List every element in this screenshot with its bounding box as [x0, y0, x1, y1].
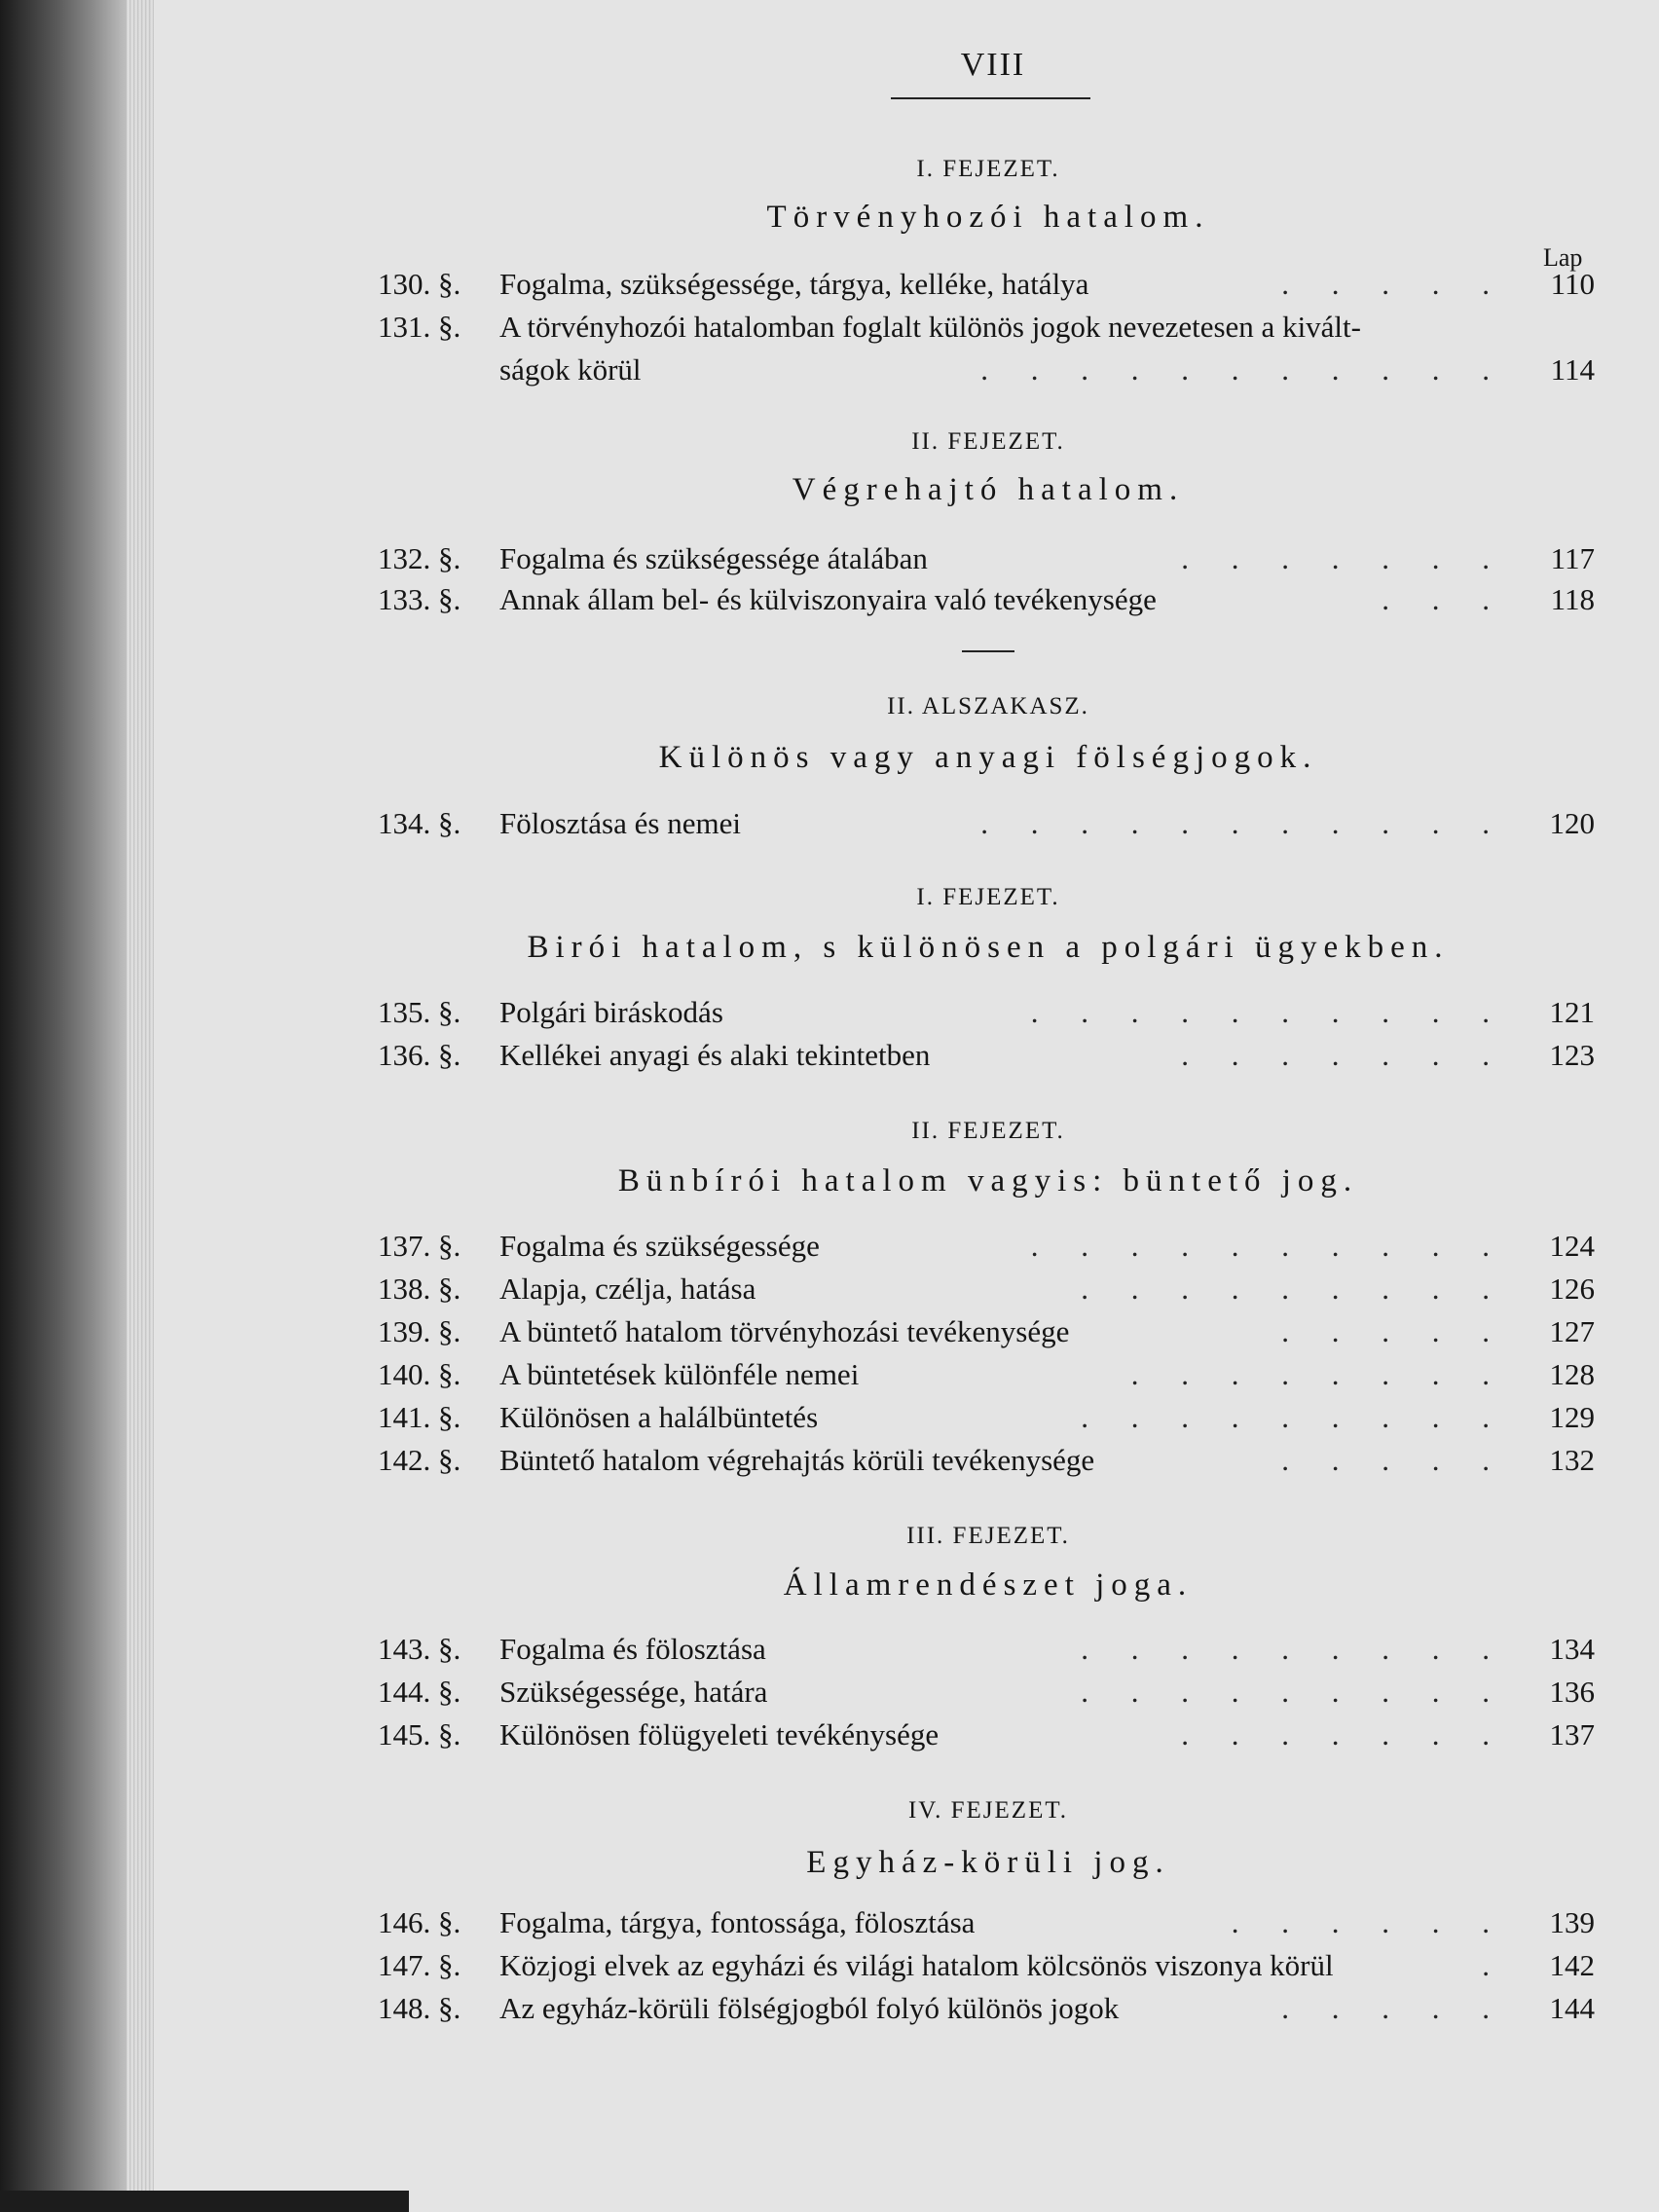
section-number: 147. §. [378, 1948, 461, 1982]
leader-dots: . . . . . . . [1181, 1717, 1507, 1751]
entry-title: A törvényhozói hatalomban foglalt különös jogok nevezetesen a kivált- [499, 310, 1361, 344]
header-rule [891, 97, 1090, 99]
chapter-heading: I. FEJEZET. [916, 884, 1060, 910]
entry-title-continued: ságok körül [499, 352, 642, 387]
entry-title: A büntetések különféle nemei [499, 1357, 860, 1391]
entry-title: Fogalma és fölosztása [499, 1632, 766, 1666]
toc-entry-continuation [378, 352, 1595, 391]
toc-entry [378, 1400, 1595, 1439]
section-number: 141. §. [378, 1400, 461, 1434]
toc-entry [378, 1948, 1595, 1987]
page-ref: 124 [1549, 1229, 1595, 1263]
section-number: 146. §. [378, 1905, 461, 1939]
toc-entry [378, 995, 1595, 1034]
toc-entry [378, 582, 1595, 621]
leader-dots: . . . . . [1281, 267, 1507, 301]
page-ref: 118 [1550, 582, 1595, 616]
section-number: 137. §. [378, 1229, 461, 1263]
page-ref: 121 [1549, 995, 1595, 1029]
leader-dots: . . . . . . . . . [1081, 1632, 1507, 1666]
leader-dots: . . . . . . . [1181, 541, 1507, 575]
section-number: 144. §. [378, 1675, 461, 1709]
entry-title: Az egyház-körüli fölségjogból folyó különös jogok [499, 1991, 1120, 2025]
page-ref: 128 [1549, 1357, 1595, 1391]
entry-title: Fogalma és szükségessége [499, 1229, 820, 1263]
leader-dots: . . . . . [1281, 1991, 1507, 2025]
page-ref: 136 [1549, 1675, 1595, 1709]
section-title: Különös vagy anyagi fölségjogok. [658, 740, 1318, 775]
leader-dots: . [1482, 1948, 1507, 1982]
toc-entry [378, 541, 1595, 580]
page-ref: 132 [1549, 1443, 1595, 1477]
entry-title: Fogalma, szükségessége, tárgya, kelléke, hatálya [499, 267, 1089, 301]
entry-title: Büntető hatalom végrehajtás körüli tevékenysége [499, 1443, 1095, 1477]
entry-title: Fogalma, tárgya, fontossága, fölosztása [499, 1905, 976, 1939]
toc-entry [378, 1229, 1595, 1268]
page-ref: 129 [1549, 1400, 1595, 1434]
toc-entry [378, 1314, 1595, 1353]
section-number: 148. §. [378, 1991, 461, 2025]
page-ref: 144 [1549, 1991, 1595, 2025]
leader-dots: . . . . . . . . . . [1030, 1229, 1507, 1263]
section-number: 142. §. [378, 1443, 461, 1477]
entry-title: Fölosztása és nemei [499, 806, 741, 840]
leader-dots: . . . . . . . . . . . [980, 352, 1507, 387]
leader-dots: . . . . . . . . . . [1030, 995, 1507, 1029]
leader-dots: . . . . . . . . . [1081, 1675, 1507, 1709]
leader-dots: . . . . . . . . . [1081, 1400, 1507, 1434]
page-ref: 110 [1550, 267, 1595, 301]
leader-dots: . . . [1382, 582, 1507, 616]
chapter-heading: II. ALSZAKASZ. [887, 693, 1089, 719]
section-number: 135. §. [378, 995, 461, 1029]
page-column-label: Lap [1543, 243, 1583, 272]
entry-title: Fogalma és szükségessége átalában [499, 541, 928, 575]
leader-dots: . . . . . . . . . . . [980, 806, 1507, 840]
section-number: 136. §. [378, 1038, 461, 1072]
entry-title: Különösen fölügyeleti tevékénysége [499, 1717, 940, 1751]
section-number: 132. §. [378, 541, 461, 575]
toc-entry [378, 1675, 1595, 1714]
section-number: 145. §. [378, 1717, 461, 1751]
page-ref: 127 [1549, 1314, 1595, 1348]
entry-title: Szükségessége, határa [499, 1675, 768, 1709]
chapter-heading: II. FEJEZET. [911, 1118, 1065, 1144]
leader-dots: . . . . . . . . . [1081, 1272, 1507, 1306]
section-title: Államrendészet joga. [783, 1567, 1194, 1603]
page-ref: 139 [1549, 1905, 1595, 1939]
entry-title: Közjogi elvek az egyházi és világi hatalom kölcsönös viszonya körül [499, 1948, 1334, 1982]
leader-dots: . . . . . . . . [1130, 1357, 1507, 1391]
section-number: 130. §. [378, 267, 461, 301]
toc-entry [378, 1443, 1595, 1482]
chapter-heading: I. FEJEZET. [916, 156, 1060, 182]
section-number: 133. §. [378, 582, 461, 616]
section-title: Végrehajtó hatalom. [792, 472, 1185, 507]
page-ref: 134 [1549, 1632, 1595, 1666]
toc-entry [378, 1632, 1595, 1671]
page-ref: 137 [1549, 1717, 1595, 1751]
toc-entry [378, 267, 1595, 306]
section-title: Bünbírói hatalom vagyis: büntető jog. [617, 1163, 1359, 1198]
chapter-heading: III. FEJEZET. [906, 1523, 1070, 1549]
chapter-heading: II. FEJEZET. [911, 428, 1065, 455]
toc-entry [378, 1991, 1595, 2030]
toc-entry [378, 806, 1595, 845]
chapter-heading: IV. FEJEZET. [907, 1797, 1069, 1824]
section-title: Törvényhozói hatalom. [766, 200, 1210, 235]
leader-dots: . . . . . [1281, 1314, 1507, 1348]
section-number: 138. §. [378, 1272, 461, 1306]
section-number: 140. §. [378, 1357, 461, 1391]
section-number: 139. §. [378, 1314, 461, 1348]
page-ref: 142 [1549, 1948, 1595, 1982]
page-ref: 126 [1549, 1272, 1595, 1306]
section-number: 131. §. [378, 310, 461, 344]
toc-entry [378, 1717, 1595, 1756]
entry-title: Polgári biráskodás [499, 995, 723, 1029]
entry-title: Kellékei anyagi és alaki tekintetben [499, 1038, 931, 1072]
page-ref: 120 [1549, 806, 1595, 840]
page-ref: 117 [1550, 541, 1595, 575]
leader-dots: . . . . . [1281, 1443, 1507, 1477]
page-ref: 114 [1550, 352, 1595, 387]
toc-entry [378, 1905, 1595, 1944]
section-number: 134. §. [378, 806, 461, 840]
section-number: 143. §. [378, 1632, 461, 1666]
toc-entry [378, 1272, 1595, 1310]
section-divider [962, 650, 1014, 652]
page-ref: 123 [1549, 1038, 1595, 1072]
toc-entry [378, 1038, 1595, 1077]
entry-title: Annak állam bel- és külviszonyaira való tevékenysége [499, 582, 1157, 616]
entry-title: Alapja, czélja, hatása [499, 1272, 756, 1306]
section-title: Egyház-körüli jog. [806, 1845, 1170, 1880]
leader-dots: . . . . . . . [1181, 1038, 1507, 1072]
entry-title: Különösen a halálbüntetés [499, 1400, 819, 1434]
section-title: Birói hatalom, s különösen a polgári ügyekben. [527, 930, 1450, 965]
page-number: VIII [960, 47, 1026, 83]
leader-dots: . . . . . . [1231, 1905, 1507, 1939]
toc-entry [378, 310, 1595, 349]
entry-title: A büntető hatalom törvényhozási tevékenysége [499, 1314, 1070, 1348]
toc-entry [378, 1357, 1595, 1396]
